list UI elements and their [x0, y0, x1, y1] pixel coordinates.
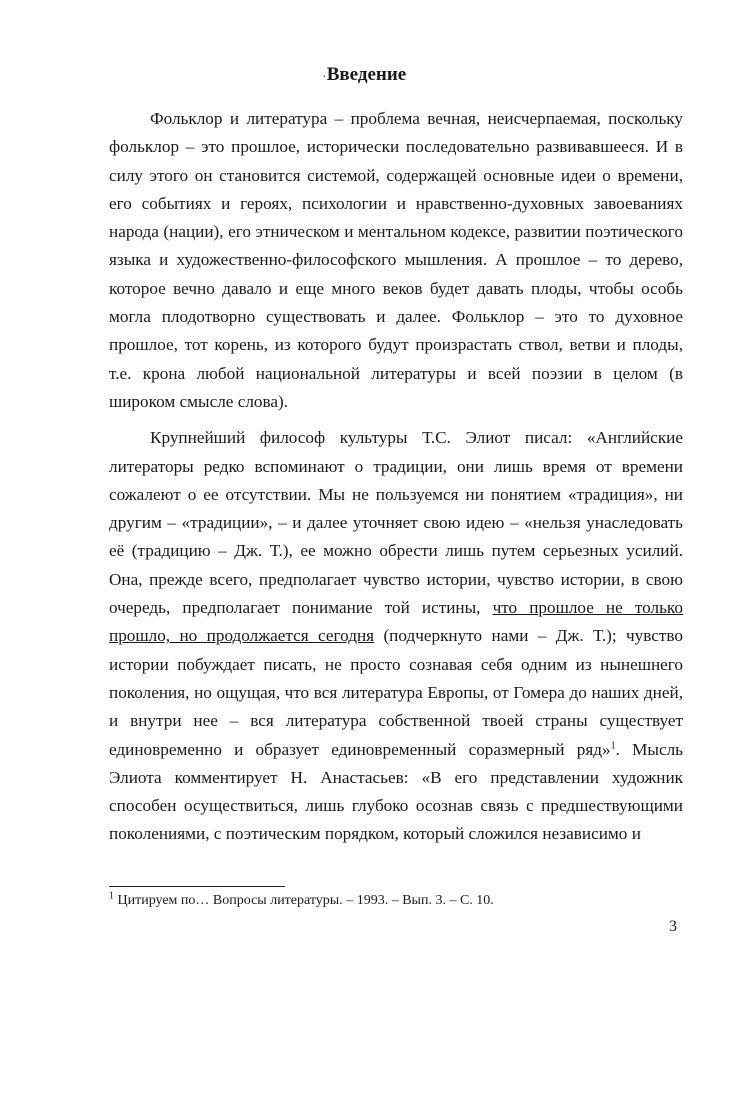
footnote-divider: [109, 886, 285, 887]
quote-middle: (подчеркнуто нами – Дж. Т.); чувство истории побуждает писать, не просто сознавая себя одним из нынешнего поколения, но ощущая, что вся литература Европы, от Гомера до наших дней, и внутри нее – вся литература собственной твоей страны существует единовременно и образует единовременный соразмерный ряд»: [109, 626, 683, 759]
page-title: Введение: [326, 64, 407, 85]
footnote-number: 1: [109, 890, 114, 902]
quote-start: Крупнейший философ культуры Т.С. Элиот писал: «Английские литераторы редко вспоминают о традиции, они лишь время от времени сожалеют о ее отсутствии. Мы не пользуемся ни понятием «традиция», ни другим – «традиции», – и далее уточняет свою идею – «нельзя унаследовать её (традицию – Дж. Т.), ее можно обрести лишь путем серьезных усилий. Она, прежде всего, предполагает чувство истории, чувство истории, в свою очередь, предполагает понимание той истины,: [109, 428, 683, 618]
underlined-phrase: что прошлое не только прошло, но продолжается сегодня: [109, 598, 683, 646]
footnote-text: Цитируем по… Вопросы литературы. – 1993. – Вып. 3. – С. 10.: [114, 893, 494, 908]
page-number: 3: [669, 918, 677, 935]
quote-end: . Мысль Элиота комментирует Н. Анастасьев: «В его представлении художник способен осуществиться, лишь глубоко осознав связь с предшествующими поколениями, с поэтическим порядком, который сложился независимо и: [109, 739, 684, 844]
paragraph-eliot: [109, 424, 683, 848]
footnote: [109, 891, 494, 911]
footnote-ref[interactable]: 1: [610, 739, 616, 751]
paragraph-folklore: Фольклор и литература – проблема вечная, неисчерпаемая, поскольку фольклор – это прошлое, исторически последовательно развивавшееся. И в силу этого он становится системой, содержащей основные идеи о времени, его событиях и героях, психологии и нравственно-духовных завоеваниях народа (нации), его этническом и ментальном кодексе, развитии поэтического языка и художественно-философского мышления. А прошлое – то дерево, которое вечно давало и еще много веков будет давать плоды, чтобы особь могла плодотворно существовать и далее. Фольклор – это то духовное прошлое, тот корень, из которого будут произрастать ствол, ветви и плоды, т.е. крона любой национальной литературы и всей поэзии в целом (в широком смысле слова).: [109, 109, 683, 411]
body-text: [109, 105, 683, 849]
stray-mark: ·: [322, 70, 327, 85]
